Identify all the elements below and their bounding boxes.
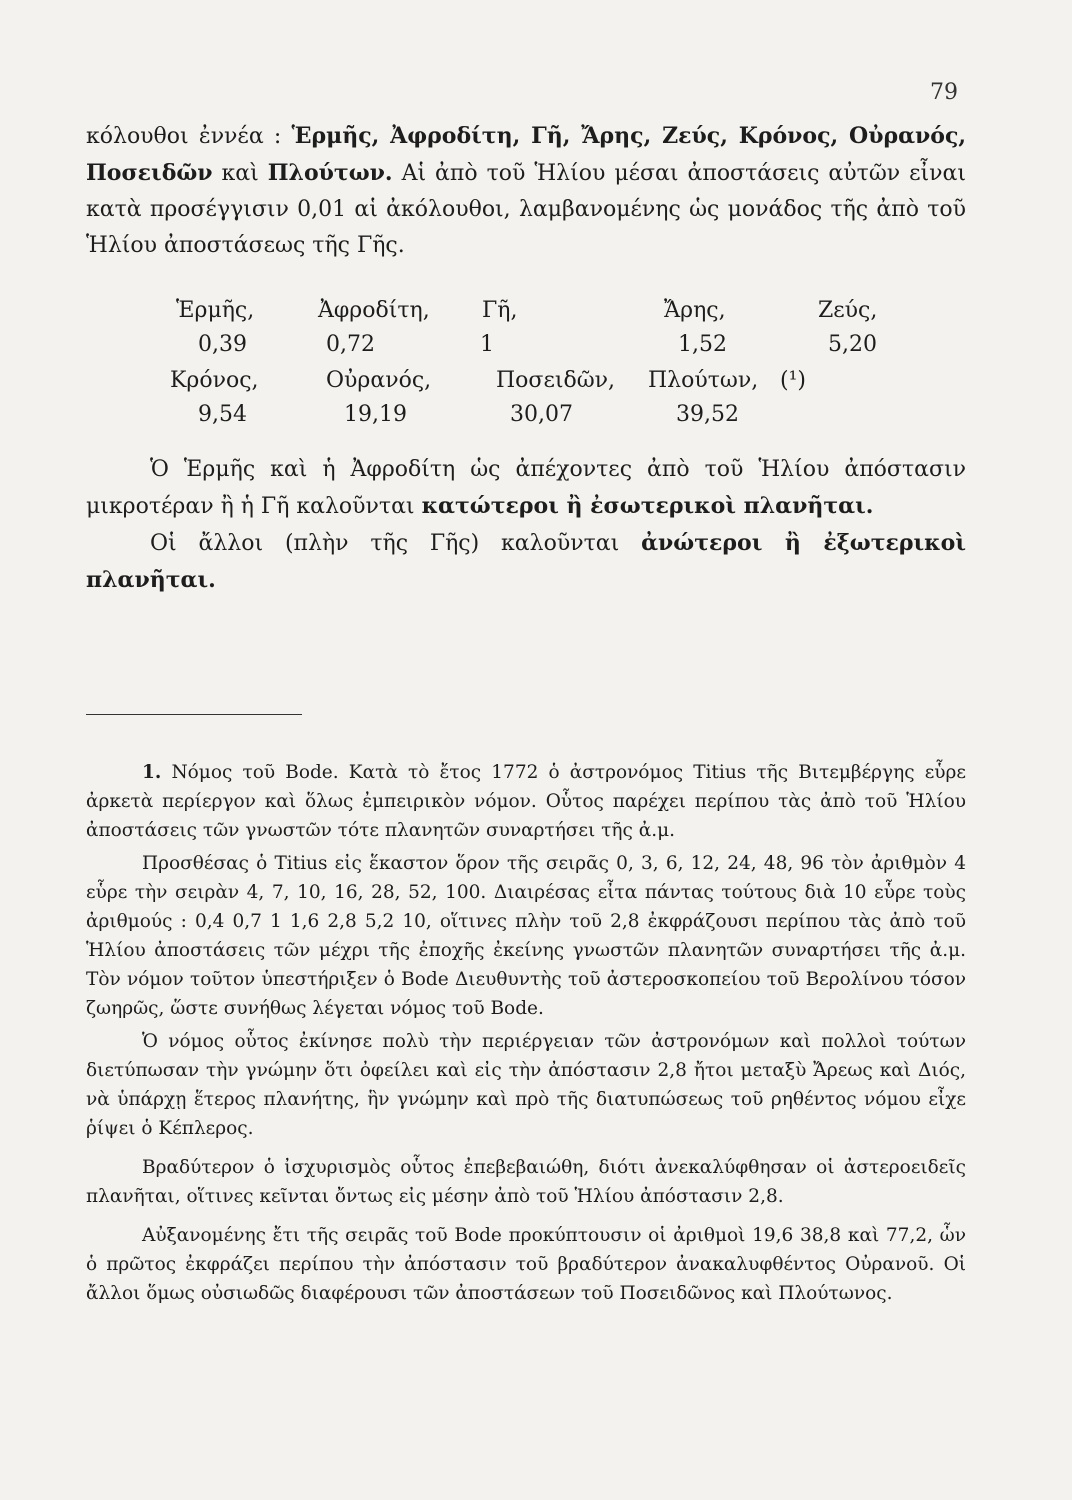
inner-planets-text: Ὁ Ἑρμῆς καὶ ἡ Ἀφροδίτη ὡς ἀπέχοντες ἀπὸ τοῦ Ἡλίου ἀπόστασιν μικροτέραν ἢ ἡ Γῆ καλοῦνται bbox=[86, 457, 966, 519]
inner-planets-paragraph bbox=[86, 452, 966, 525]
planet-name: Πλούτων, bbox=[648, 368, 759, 393]
outer-planets-term: ἀνώτεροι ἢ ἐξωτερικοὶ πλανῆται. bbox=[86, 530, 966, 593]
footnote-paragraph-4: Βραδύτερον ὁ ἰσχυρισμὸς οὗτος ἐπεβεβαιώθη, διότι ἀνεκαλύφθησαν οἱ ἀστεροειδεῖς πλανῆται, οἵτινες κεῖνται ὄντως εἰς μέσην ἀπὸ τοῦ Ἡλίου ἀπόστασιν 2,8. bbox=[86, 1157, 966, 1207]
planet-name: Ζεύς, bbox=[818, 298, 878, 323]
planet-distance: 1 bbox=[480, 332, 494, 357]
footnote-1-text: Νόμος τοῦ Bode. Κατὰ τὸ ἔτος 1772 ὁ ἀστρονόμος Titius τῆς Βιτεμβέργης εὗρε ἀρκετὰ περίεργον καὶ ὅλως ἐμπειρικὸν νόμον. Οὗτος παρέχει περίπου τὰς ἀπὸ τοῦ Ἡλίου ἀποστάσεις τῶν γνωστῶν τότε πλανητῶν συναρτήσει τῆς ἀ.μ. bbox=[86, 762, 966, 841]
footnote-paragraph-5: Αὐξανομένης ἔτι τῆς σειρᾶς τοῦ Bode προκύπτουσιν οἱ ἀριθμοὶ 19,6 38,8 καὶ 77,2, ὧν ὁ πρῶτος ἐκφράζει περίπου τὴν ἀπόστασιν τοῦ βραδύτερον ἀνακαλυφθέντος Οὐρανοῦ. Οἱ ἄλλοι ὅμως οὐσιωδῶς διαφέρουσι τῶν ἀποστάσεων τοῦ Ποσειδῶνος καὶ Πλούτωνος. bbox=[86, 1225, 966, 1304]
footnote-paragraph-3: Ὁ νόμος οὗτος ἐκίνησε πολὺ τὴν περιέργειαν τῶν ἀστρονόμων καὶ πολλοὶ τούτων διετύπωσαν τὴν γνώμην ὅτι ὀφείλει καὶ εἰς τὴν ἀπόστασιν 2,8 ἤτοι μεταξὺ Ἄρεως καὶ Διός, νὰ ὑπάρχῃ ἕτερος πλανήτης, ἣν γνώμην καὶ πρὸ τῆς διατυπώσεως τοῦ ρηθέντος νόμου εἶχε ῥίψει ὁ Κέπλερος. bbox=[86, 1031, 966, 1139]
planet-values-row-1 bbox=[86, 332, 966, 366]
planet-name: Ποσειδῶν, bbox=[496, 368, 616, 393]
planet-names-row-2 bbox=[86, 368, 966, 402]
outer-planets-paragraph bbox=[86, 525, 966, 599]
footnote-paragraph-2: Προσθέσας ὁ Titius εἰς ἕκαστον ὅρον τῆς σειρᾶς 0, 3, 6, 12, 24, 48, 96 τὸν ἀριθμὸν 4 εὗρε τὴν σειρὰν 4, 7, 10, 16, 28, 52, 100. Διαιρέσας εἶτα πάντας τούτους διὰ 10 εὗρε τοὺς ἀριθμούς : 0,4 0,7 1 1,6 2,8 5,2 10, οἵτινες πλὴν τοῦ 2,8 ἐκφράζουσι περίπου τὰς ἀπὸ τοῦ Ἡλίου ἀποστάσεις τῶν μέχρι τῆς ἐποχῆς ἐκείνης γνωστῶν πλανητῶν συναρτήσει τῆς ἀ.μ. Τὸν νόμον τοῦτον ὑπεστήριξεν ὁ Bode Διευθυντὴς τοῦ ἀστεροσκοπείου τοῦ Βερολίνου τόσον ζωηρῶς, ὥστε συνήθως λέγεται νόμος τοῦ Bode. bbox=[86, 853, 966, 1019]
planet-distance: 0,72 bbox=[326, 332, 375, 357]
planet-distance: 19,19 bbox=[344, 402, 407, 427]
intro-text-c: καὶ bbox=[212, 161, 268, 186]
planet-distance: 0,39 bbox=[198, 332, 247, 357]
outer-planets-text: Οἱ ἄλλοι (πλὴν τῆς Γῆς) καλοῦνται bbox=[150, 531, 642, 556]
planet-name: Κρόνος, bbox=[170, 368, 259, 393]
planet-distance-table bbox=[86, 298, 966, 436]
footnote-1 bbox=[86, 758, 966, 845]
intro-text-rest: Αἱ ἀπὸ τοῦ Ἡλίου μέσαι ἀποστάσεις αὐτῶν εἶναι κατὰ προσέγγισιν 0,01 αἱ ἀκόλουθοι, λαμβανομένης ὡς μονάδος τῆς ἀπὸ τοῦ Ἡλίου ἀποστάσεως τῆς Γῆς. bbox=[86, 161, 967, 258]
planet-name: Ἑρμῆς, bbox=[176, 298, 255, 323]
planet-distance: 1,52 bbox=[678, 332, 727, 357]
planet-name: Ἀφροδίτη, bbox=[318, 298, 430, 323]
intro-paragraph bbox=[86, 118, 966, 264]
footnote-section bbox=[86, 758, 966, 1318]
planet-distance: 30,07 bbox=[510, 402, 573, 427]
planet-name: Ἄρης, bbox=[664, 298, 726, 323]
planet-name: Οὐρανός, bbox=[326, 368, 432, 393]
footnote-marker: (¹) bbox=[780, 368, 806, 393]
planet-distance: 5,20 bbox=[828, 332, 877, 357]
planet-name: Γῆ, bbox=[482, 298, 518, 323]
planet-values-row-2 bbox=[86, 402, 966, 436]
page-number: 79 bbox=[930, 80, 958, 105]
intro-text-a: κόλουθοι ἐννέα : bbox=[86, 124, 292, 149]
inner-outer-planets-section bbox=[86, 452, 966, 599]
footnote-divider bbox=[86, 714, 302, 715]
planet-list-bold: Ἑρμῆς, Ἀφροδίτη, Γῆ, Ἄρης, Ζεύς, Κρόνος, Οὐρανός, Ποσειδῶν bbox=[86, 123, 967, 186]
planet-names-row-1 bbox=[86, 298, 966, 332]
pluto-bold: Πλούτων. bbox=[267, 160, 393, 186]
inner-planets-term: κατώτεροι ἢ ἐσωτερικοὶ πλανῆται. bbox=[421, 493, 874, 519]
planet-distance: 9,54 bbox=[198, 402, 247, 427]
planet-distance: 39,52 bbox=[676, 402, 739, 427]
footnote-number: 1. bbox=[142, 762, 162, 783]
